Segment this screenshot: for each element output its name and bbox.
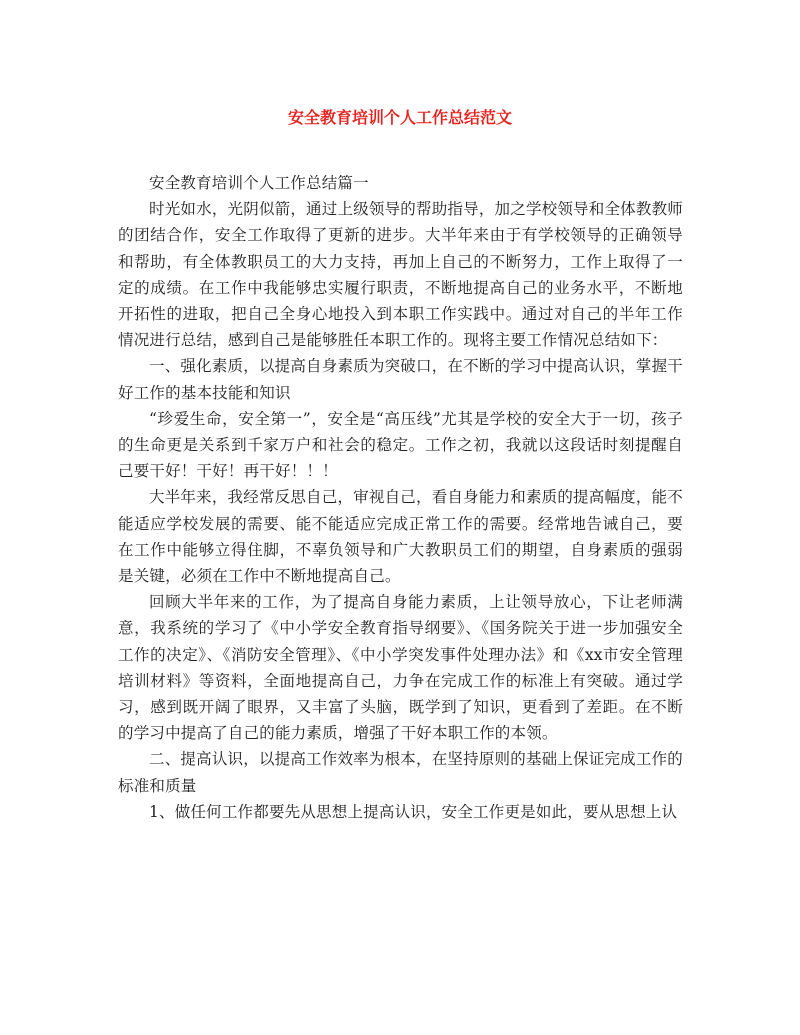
section-heading-two: 二、提高认识，以提高工作效率为根本，在坚持原则的基础上保证完成工作的标准和质量 (118, 750, 683, 795)
paragraph-point-one: 1、做任何工作都要先从思想上提高认识，安全工作更是如此，要从思想上认 (149, 802, 678, 821)
document-title: 安全教育培训个人工作总结范文 (287, 108, 512, 127)
section-heading-part-one: 安全教育培训个人工作总结篇一 (149, 174, 369, 192)
paragraph-safety-first: “珍爱生命，安全第一”，安全是“高压线”尤其是学校的安全大于一切，孩子的生命更是关系到千家万户和社会的稳定。工作之初，我就以这段话时刻提醒自己要干好！干好！再干好！！！ (118, 409, 683, 481)
document-body (118, 170, 683, 825)
paragraph-study-review: 回顾大半年来的工作，为了提高自身能力素质，上让领导放心，下让老师满意，我系统的学习了《中小学安全教育指导纲要》、《国务院关于进一步加强安全工作的决定》、《消防安全管理》、《中小学突发事件处理办法》和《xx市安全管理培训材料》等资料，全面地提高自己，力争在完成工作的标准上有突破。通过学习，感到既开阔了眼界，又丰富了头脑，既学到了知识，更看到了差距。在不断的学习中提高了自己的能力素质，增强了干好本职工作的本领。 (118, 593, 683, 743)
paragraph-self-reflection: 大半年来，我经常反思自己，审视自己，看自身能力和素质的提高幅度，能不能适应学校发展的需要、能不能适应完成正常工作的需要。经常地告诫自己，要在工作中能够立得住脚，不辜负领导和广大教职员工们的期望，自身素质的强弱是关键，必须在工作中不断地提高自己。 (118, 488, 683, 586)
section-heading-one: 一、强化素质，以提高自身素质为突破口，在不断的学习中提高认识，掌握干好工作的基本技能和知识 (118, 357, 683, 402)
paragraph-intro: 时光如水，光阴似箭，通过上级领导的帮助指导，加之学校领导和全体教教师的团结合作，安全工作取得了更新的进步。大半年来由于有学校领导的正确领导和帮助，有全体教职员工的大力支持，再加上自己的不断努力，工作上取得了一定的成绩。在工作中我能够忠实履行职责，不断地提高自己的业务水平，不断地开拓性的进取，把自己全身心地投入到本职工作实践中。通过对自己的半年工作情况进行总结，感到自己是能够胜任本职工作的。现将主要工作情况总结如下： (118, 200, 683, 350)
